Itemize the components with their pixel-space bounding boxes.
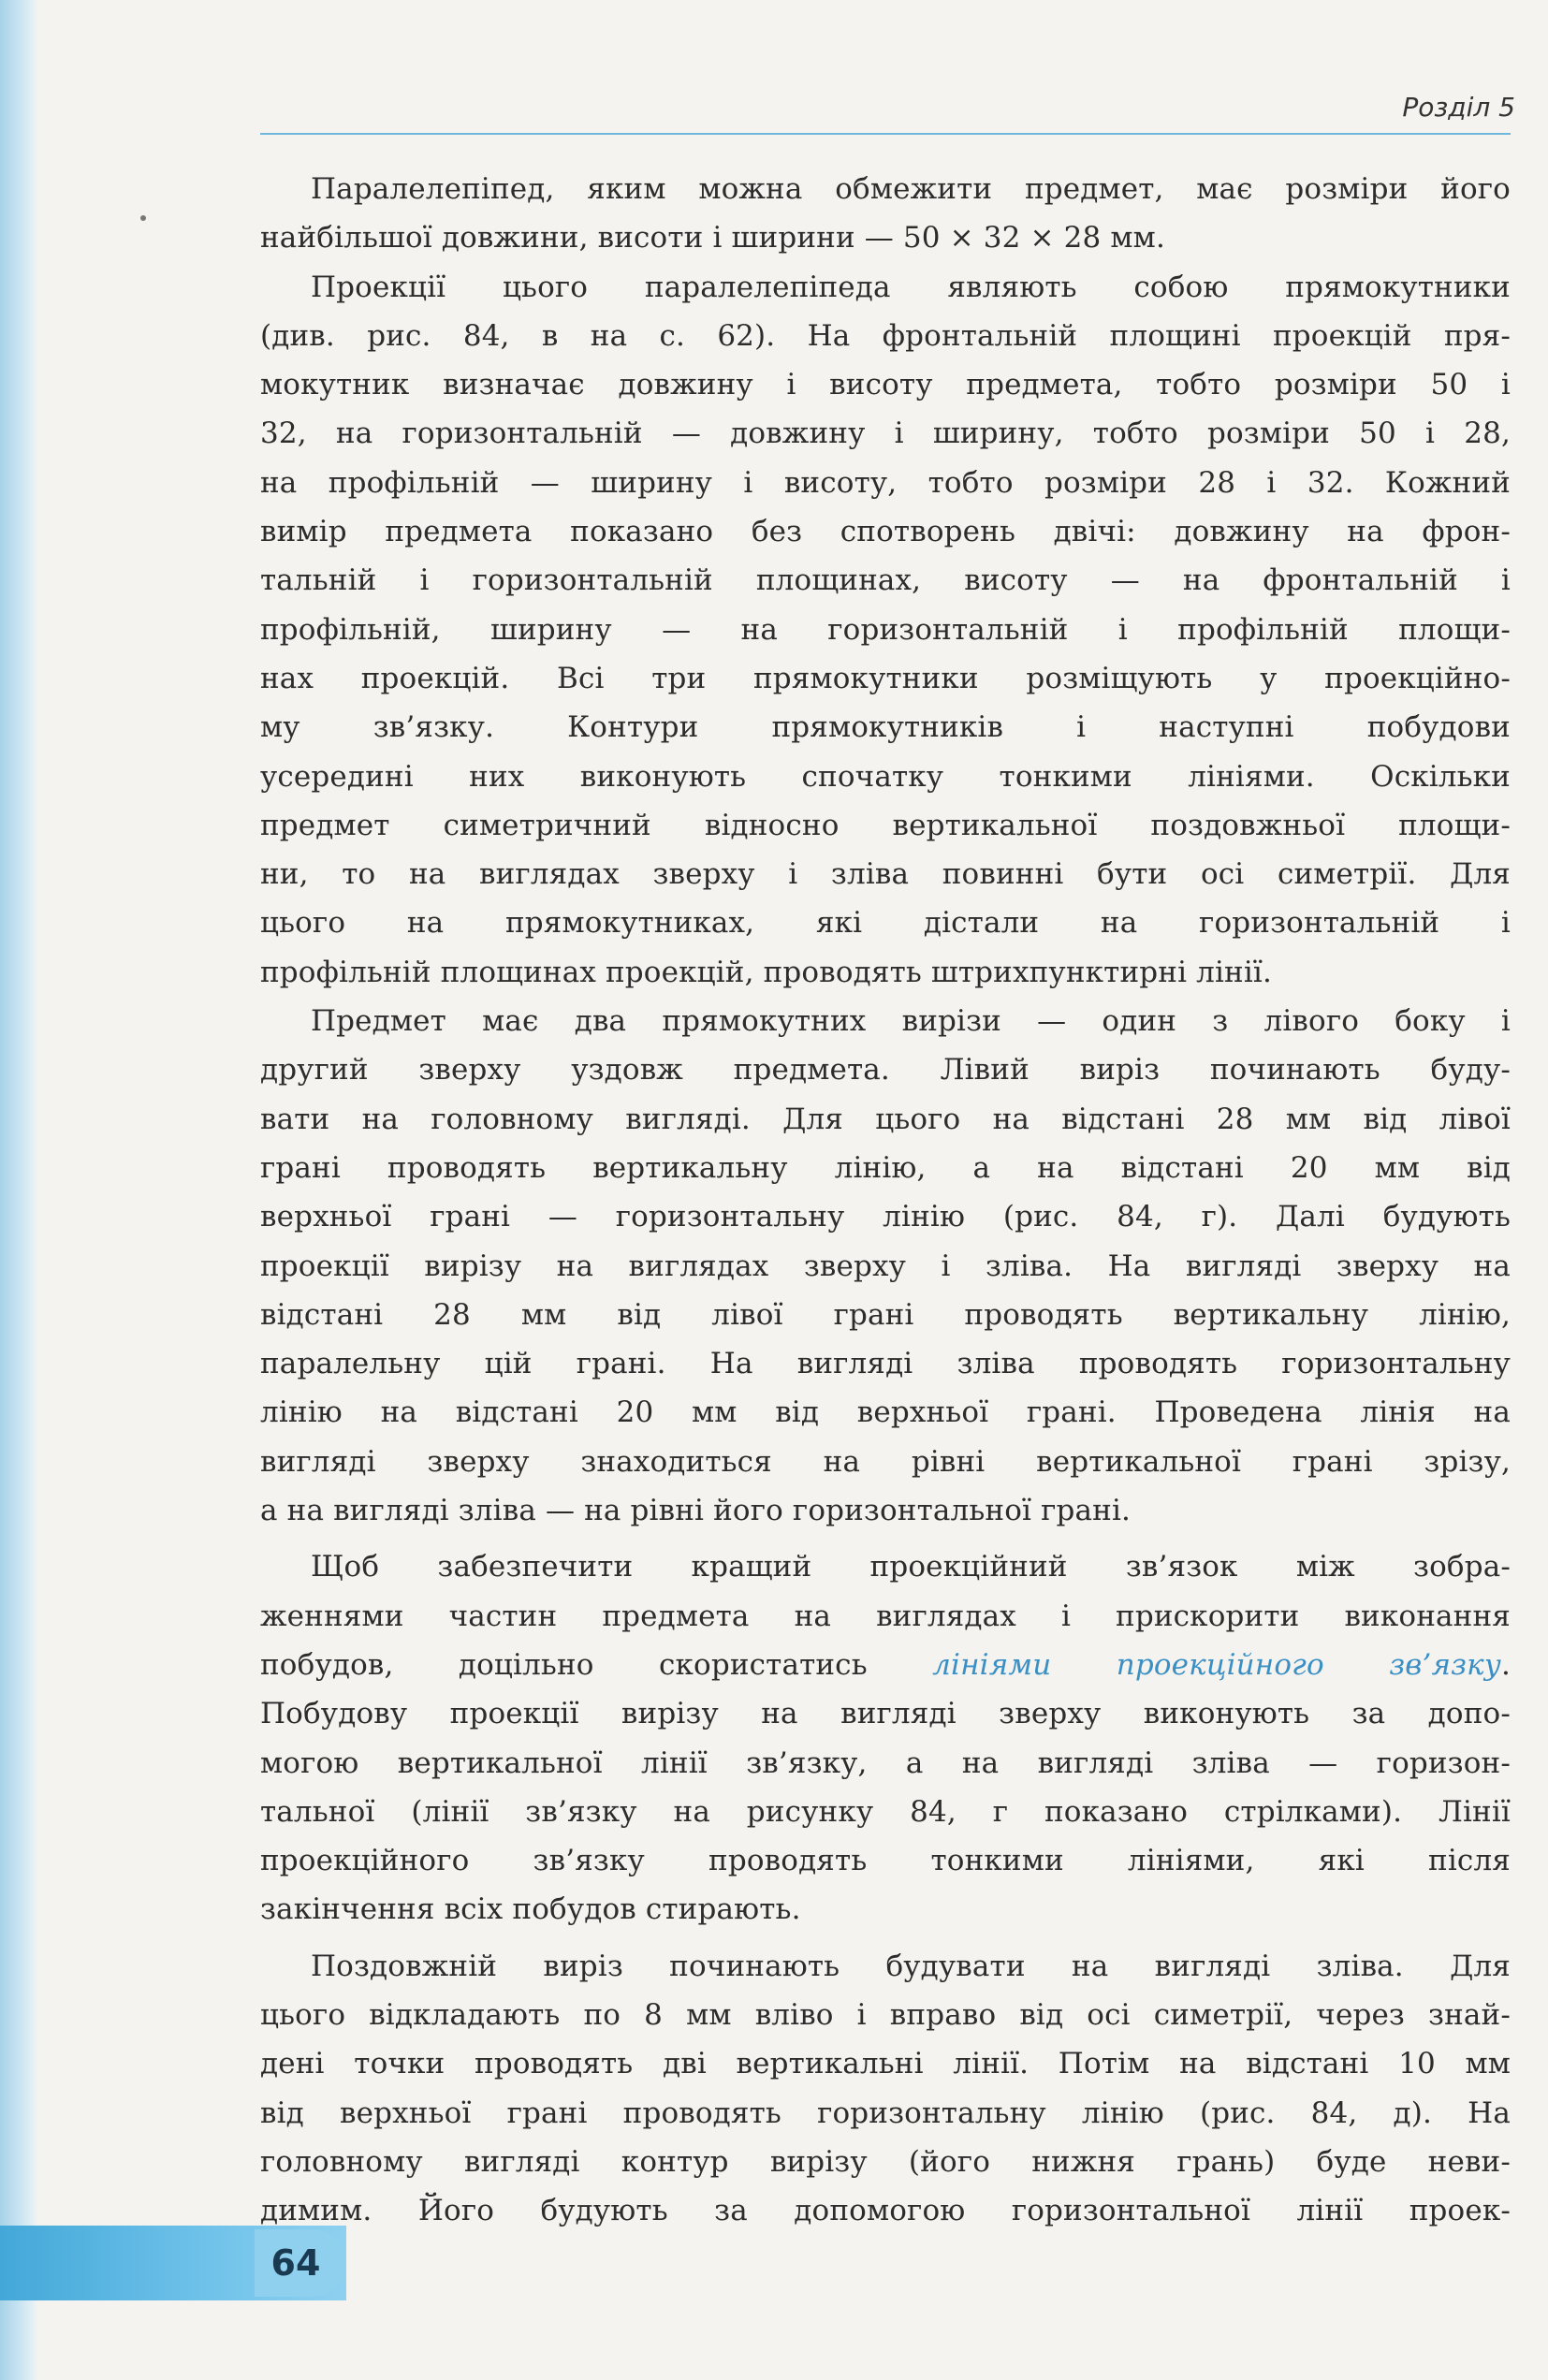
text-line: вимір предмета показано без спотворень двічі: довжину на фрон-: [260, 515, 1511, 549]
text-line: профільній, ширину — на горизонтальній і профільній площи-: [260, 612, 1511, 647]
text-line: Проекції цього паралелепіпеда являють собою прямокутники: [311, 270, 1511, 304]
text-line: від верхньої грані проводять горизонтальну лінію (рис. 84, д). На: [260, 2095, 1511, 2130]
margin-dot: [140, 215, 146, 221]
text-line: вигляді зверху знаходиться на рівні вертикальної грані зрізу,: [260, 1444, 1511, 1479]
text-line-with-term: [260, 1641, 1511, 1689]
text-line: верхньої грані — горизонтальну лінію (рис. 84, г). Далі будують: [260, 1200, 1511, 1234]
text-line: тальної (лінії зв’язку на рисунку 84, г показано стрілками). Лінії: [260, 1794, 1511, 1829]
text-line: цього на прямокутниках, які дістали на горизонтальній і: [260, 906, 1511, 941]
text-line: на профільній — ширину і висоту, тобто розміри 28 і 32. Кожний: [260, 465, 1511, 500]
text-line: димим. Його будують за допомогою горизонтальної лінії проек-: [260, 2194, 1511, 2228]
text-line: тальній і горизонтальній площинах, висоту — на фронтальній і: [260, 563, 1511, 598]
term-line-lead: побудов, доцільно скористатись: [260, 1647, 933, 1682]
text-line: мокутник визначає довжину і висоту предмета, тобто розміри 50 і: [260, 368, 1511, 402]
text-line: дені точки проводять дві вертикальні лінії. Потім на відстані 10 мм: [260, 2047, 1511, 2081]
text-line: 32, на горизонтальній — довжину і ширину, тобто розміри 50 і 28,: [260, 416, 1511, 451]
text-line: вати на головному вигляді. Для цього на відстані 28 мм від лівої: [260, 1102, 1511, 1136]
text-line: цього відкладають по 8 мм вліво і вправо від осі симетрії, через знай-: [260, 1997, 1511, 2032]
text-line: Щоб забезпечити кращий проекційний зв’язок між зобра-: [311, 1550, 1511, 1584]
text-line: а на вигляді зліва — на рівні його горизонтальної грані.: [260, 1494, 1132, 1528]
text-line: грані проводять вертикальну лінію, а на відстані 20 мм від: [260, 1150, 1511, 1185]
text-line: лінію на відстані 20 мм від верхньої грані. Проведена лінія на: [260, 1395, 1511, 1430]
text-line: проекції вирізу на виглядах зверху і зліва. На вигляді зверху на: [260, 1248, 1511, 1283]
term-line-tail: .: [1500, 1647, 1511, 1682]
text-line: проекційного зв’язку проводять тонкими лініями, які після: [260, 1844, 1511, 1878]
text-line: другий зверху уздовж предмета. Лівий виріз починають буду-: [260, 1053, 1511, 1088]
text-line: ни, то на виглядах зверху і зліва повинні бути осі симетрії. Для: [260, 857, 1511, 892]
text-line: Побудову проекції вирізу на вигляді зверху виконують за допо-: [260, 1697, 1511, 1731]
text-line: Предмет має два прямокутних вирізи — один з лівого боку і: [311, 1004, 1511, 1039]
paragraph-1: [260, 165, 1511, 263]
text-line: Паралелепіпед, яким можна обмежити предмет, має розміри його: [311, 172, 1511, 206]
paragraph-2: [260, 263, 1511, 997]
header-rule: [260, 133, 1511, 135]
running-head: Розділ 5: [1402, 92, 1515, 123]
highlighted-term: лініями проекційного зв’язку: [932, 1647, 1501, 1682]
text-line: найбільшої довжини, висоти і ширини — 50 × 32 × 28 мм.: [260, 221, 1165, 256]
paragraph-4: [260, 1542, 1511, 1934]
text-line: відстані 28 мм від лівої грані проводять вертикальну лінію,: [260, 1297, 1511, 1332]
paragraph-3: [260, 997, 1511, 1535]
text-line: Поздовжній виріз починають будувати на вигляді зліва. Для: [311, 1949, 1511, 1983]
page-spine-bar: [0, 0, 37, 2380]
text-line: нах проекцій. Всі три прямокутники розміщують у проекційно-: [260, 661, 1511, 695]
body-text: [260, 165, 1511, 2235]
text-line: предмет симетричний відносно вертикальної поздовжньої площи-: [260, 808, 1511, 842]
text-line: му зв’язку. Контури прямокутників і наступні побудови: [260, 710, 1511, 745]
page-number: 64: [255, 2229, 346, 2297]
text-line: женнями частин предмета на виглядах і прискорити виконання: [260, 1599, 1511, 1633]
text-line: усередині них виконують спочатку тонкими лініями. Оскільки: [260, 759, 1511, 794]
text-line: профільній площинах проекцій, проводять штрихпунктирні лінії.: [260, 955, 1272, 989]
text-line: паралельну цій грані. На вигляді зліва проводять горизонтальну: [260, 1347, 1511, 1381]
paragraph-5: [260, 1942, 1511, 2236]
text-line: (див. рис. 84, в на с. 62). На фронтальній площині проекцій пря-: [260, 318, 1511, 353]
text-line: закінчення всіх побудов стирають.: [260, 1892, 801, 1927]
text-line: могою вертикальної лінії зв’язку, а на вигляді зліва — горизон-: [260, 1745, 1511, 1780]
text-line: головному вигляді контур вирізу (його нижня грань) буде неви-: [260, 2144, 1511, 2179]
